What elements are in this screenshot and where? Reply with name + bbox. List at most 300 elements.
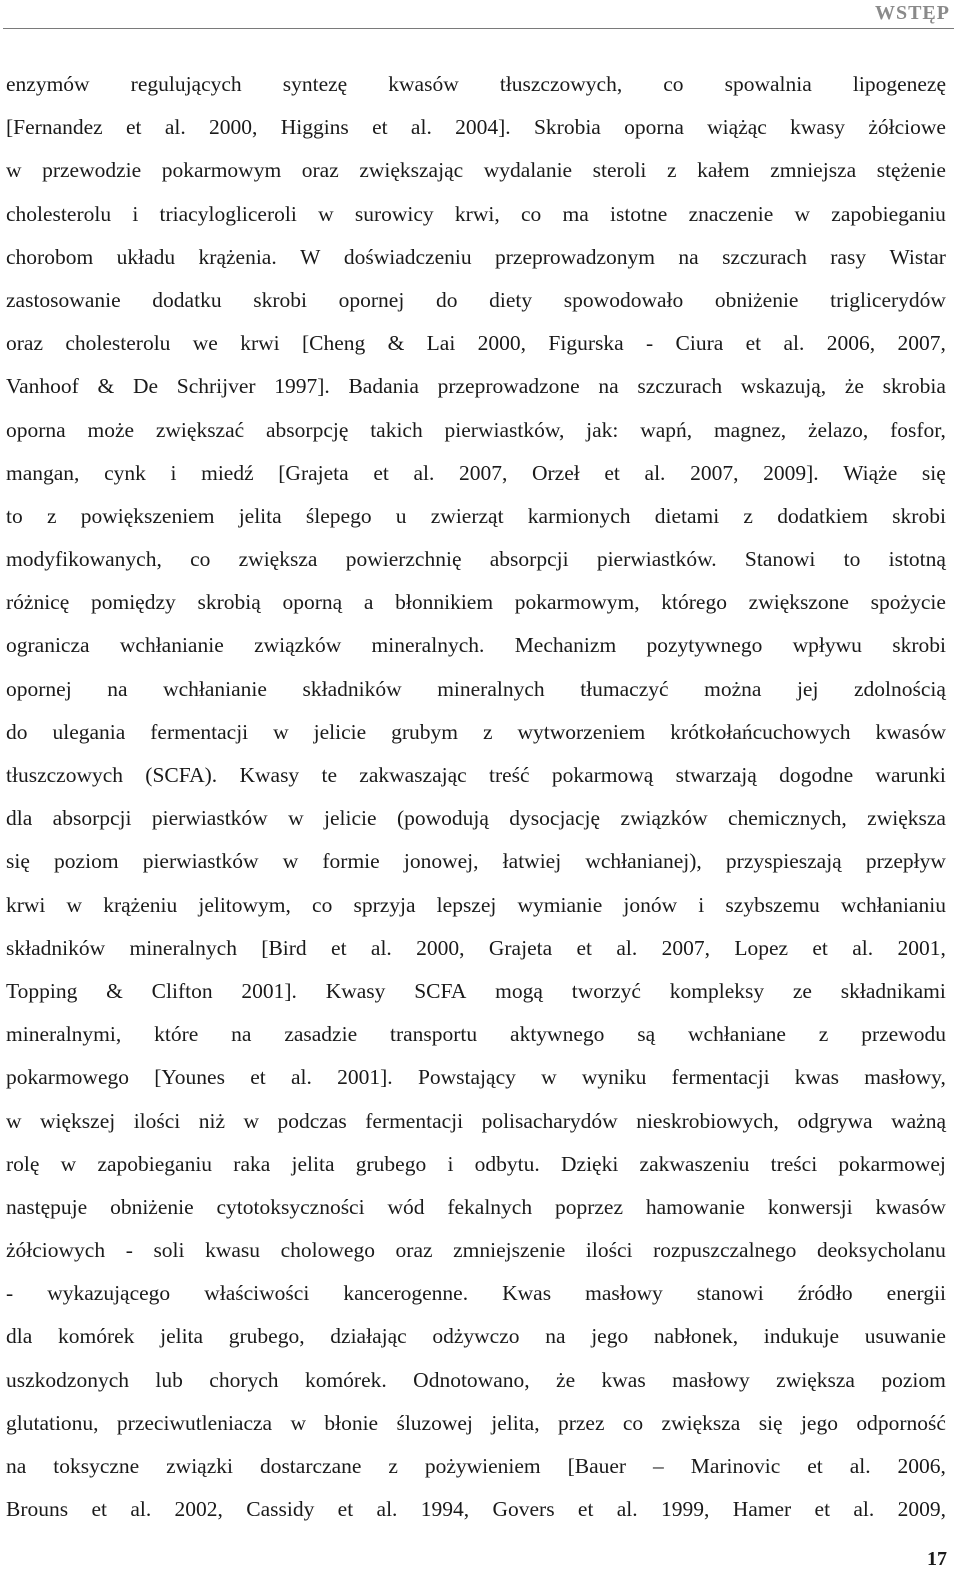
word: krwi [240,331,280,356]
word: 2006, [897,1454,946,1478]
word: pierwiastków. [596,547,717,572]
word: z [482,719,493,744]
word: szczurach [722,244,807,269]
word: jelita [291,1151,335,1176]
word: w [794,201,811,226]
word: pożywieniem [424,1454,541,1478]
word: w [273,719,289,744]
word: absorpcji [489,547,569,572]
word: masłowy, [864,1065,946,1090]
word: przewodu [861,1022,946,1047]
word: składników [6,935,106,960]
word: jelicie [313,719,367,744]
word: i [447,1151,454,1176]
word: kwasów [388,72,459,96]
word: w [541,1065,557,1090]
word: pokarmowego [6,1065,129,1090]
word: chemicznych, [727,806,847,831]
word: Schrijver [176,374,256,399]
word: grubego [355,1151,427,1176]
word: tłumaczyć [580,676,669,701]
word: aktywnego [510,1022,605,1047]
word: absorpcji [52,806,132,831]
word: wchłanianie [119,633,224,658]
word: zwiększać [155,417,245,442]
word: Clifton [151,978,213,1003]
word: ze [792,978,812,1003]
word: składnikami [840,978,946,1003]
word: powiększeniem [80,503,215,528]
word: zmniejszenie [453,1238,566,1263]
word: usuwanie [864,1324,946,1349]
word: krwi [6,892,46,917]
word: et [372,115,388,140]
word: znaczenie [688,201,774,226]
word: działając [330,1324,407,1349]
word: dietami [654,503,720,528]
word: przeciwutleniacza [116,1410,273,1435]
word: w [288,806,304,831]
word: zapobieganiu [97,1151,213,1176]
word: oraz [395,1238,433,1263]
word: cholowego [280,1238,375,1263]
word: chorobom [6,244,94,269]
word: na [545,1324,566,1349]
word: W [300,244,321,269]
word: w [60,1151,77,1176]
word: z [666,158,677,183]
word: 2007, [897,331,946,356]
word: uszkodzonych [6,1367,129,1392]
word: Vanhoof [6,374,79,399]
word: zmniejsza [770,158,857,183]
word: toksyczne [53,1454,140,1478]
word: cytotoksyczności [216,1194,365,1219]
word: co [312,892,333,917]
word: ważną [891,1108,946,1133]
word: steroli [592,158,647,183]
text-line [6,1100,946,1143]
word: 2000, [416,935,465,960]
word: - [6,1281,14,1306]
word: zwiększa [776,1367,855,1392]
word: się [6,849,30,874]
word: et [812,935,828,960]
word: et [576,935,593,960]
word: w [318,201,334,226]
word: spożycie [870,590,946,615]
word: doświadczeniu [343,244,472,269]
word: dogodne [779,763,854,787]
word: są [637,1022,656,1047]
word: al. [616,1497,638,1522]
word: stężenie [876,158,946,183]
word: miedź [201,460,254,485]
word: lipogenezę [852,72,946,96]
word: enzymów [6,72,90,96]
word: żółciowych [6,1238,106,1263]
word: zakwaszając [359,763,467,787]
word: Dzięki [561,1151,619,1176]
word: fekalnych [447,1194,533,1219]
word: cynk [104,460,146,485]
word: et [807,1454,823,1478]
word: jelitowym, [198,892,291,917]
word: co [190,547,211,572]
word: & [106,978,123,1003]
word: że [844,374,864,399]
word: którego [661,590,727,615]
text-line [6,106,946,149]
word: następuje [6,1194,88,1219]
word: stwarzają [675,763,757,787]
word: przepływ [865,849,946,874]
word: w [290,1410,306,1435]
word: mineralnych [129,935,237,960]
word: fermentacji [365,1108,464,1133]
word: al. [130,1497,152,1522]
word: rozpuszczalnego [653,1238,797,1263]
word: krążeniu [103,892,178,917]
word: krążenia. [198,244,277,269]
word: et [126,115,142,140]
word: fermentacji [671,1065,770,1090]
word: żółciowe [868,115,946,140]
word: nieskrobiowych, [636,1108,779,1133]
word: treść [488,763,530,787]
word: kancerogenne. [343,1281,469,1306]
text-line [6,1272,946,1315]
word: jelita, [491,1410,540,1435]
word: hamowanie [645,1194,745,1219]
word: al. [644,460,666,485]
word: fermentacji [150,719,249,744]
word: obniżenie [110,1194,194,1219]
word: al. [164,115,186,140]
word: jego [800,1410,838,1435]
word: kwas [794,1065,839,1090]
word: łatwiej [502,849,562,874]
word: al. [376,1497,398,1522]
header-rule [3,28,954,29]
word: ilości [133,1108,181,1133]
word: kwas [601,1367,646,1392]
word: Marinovic [690,1454,781,1478]
word: ulegania [52,719,126,744]
word: przewodzie [42,158,142,183]
word: Topping [6,978,78,1003]
word: spowodowało [563,287,684,312]
word: na [231,1022,252,1047]
word: przyspieszają [725,849,842,874]
word: wapń, [640,417,693,442]
word: Badania [348,374,419,399]
word: Stanowi [744,547,816,572]
word: składników [302,676,402,701]
word: że [556,1367,576,1392]
word: mogą [495,978,543,1003]
word: obniżenie [714,287,799,312]
word: mineralnych [437,676,545,701]
body-text [6,63,946,1531]
word: dysocjację [509,806,601,831]
word: deoksycholanu [816,1238,946,1263]
text-line [6,1488,946,1531]
word: kwasy [790,115,846,140]
word: z [388,1454,398,1478]
word: i [132,201,139,226]
word: (SCFA). [145,763,218,787]
word: w [66,892,83,917]
word: triacylogliceroli [159,201,297,226]
text-line [6,927,946,970]
word: 2009]. [763,460,819,485]
word: szczurach [637,374,723,399]
word: wyniku [581,1065,647,1090]
word: mineralnych. [371,633,485,658]
word: zwiększone [748,590,849,615]
word: soli [153,1238,185,1263]
word: błonnikiem [395,590,494,615]
word: – [653,1454,664,1478]
word: takich [370,417,423,442]
word: skrobi [253,287,307,312]
word: absorpcję [266,417,349,442]
word: oraz [301,158,339,183]
text-line [6,970,946,1013]
text-line [6,452,946,495]
word: jelita [238,503,282,528]
text-line [6,1013,946,1056]
word: źródło [797,1281,853,1306]
word: karmionych [527,503,631,528]
word: błonie [324,1410,379,1435]
word: masłowy [672,1367,750,1392]
word: opornej [6,676,72,701]
word: magnez, [713,417,787,442]
word: tłuszczowych [6,763,124,787]
text-line [6,1359,946,1402]
word: formie [322,849,380,874]
word: spowalnia [724,72,812,96]
word: Cassidy [246,1497,315,1522]
word: al. [413,460,435,485]
text-line [6,495,946,538]
word: w [243,1108,260,1133]
word: ilości [585,1238,633,1263]
word: Lai [426,331,456,356]
word: do [435,287,458,312]
word: oraz [6,331,43,356]
word: związków [254,633,342,658]
word: we [192,331,218,356]
word: powierzchnię [345,547,462,572]
word: poziom [54,849,119,874]
word: pierwiastków, [444,417,565,442]
word: związki [166,1454,233,1478]
word: do [6,719,28,744]
word: ogranicza [6,633,90,658]
word: i [170,460,177,485]
word: konwersji [767,1194,853,1219]
word: et [373,460,389,485]
text-line [6,1143,946,1186]
word: krótkołańcuchowych [670,719,851,744]
word: [Fernandez [6,115,103,140]
word: wchłanianiu [840,892,946,917]
word: odbytu. [474,1151,540,1176]
word: dodatku [152,287,222,312]
word: zwiększa [661,1410,741,1435]
word: kwasu [205,1238,261,1263]
word: przez [557,1410,605,1435]
word: układu [116,244,176,269]
word: się [758,1410,783,1435]
word: pokarmowym, [514,590,640,615]
word: al. [853,1497,875,1522]
word: fosfor, [890,417,946,442]
word: glutationu, [6,1410,99,1435]
word: przeprowadzonym [495,244,655,269]
word: De [132,374,159,399]
word: jej [796,676,819,701]
word: wykazującego [47,1281,171,1306]
word: et [331,935,347,960]
word: lepszej [436,892,497,917]
page-number: 17 [927,1548,947,1570]
word: rolę [6,1151,40,1176]
word: i [698,892,705,917]
word: polisacharydów [481,1108,618,1133]
word: te [321,763,337,787]
word: poziom [881,1367,946,1392]
word: skrobi [892,633,946,658]
word: skrobia [882,374,946,399]
word: na [598,374,619,399]
word: Lopez [734,935,789,960]
word: co [663,72,684,96]
word: zakwaszeniu [639,1151,750,1176]
word: Brouns [6,1497,69,1522]
word: Orzeł [532,460,580,485]
word: pomiędzy [90,590,176,615]
word: w [6,1108,22,1133]
word: SCFA [414,978,467,1003]
word: Higgins [280,115,349,140]
word: et [250,1065,266,1090]
word: raka [233,1151,271,1176]
word: et [814,1497,831,1522]
word: odżywczo [432,1324,520,1349]
word: z [46,503,57,528]
word: modyfikowanych, [6,547,162,572]
word: 2002, [174,1497,223,1522]
word: al. [370,935,392,960]
word: rasy [830,244,867,269]
word: 2001]. [241,978,297,1003]
word: wytworzeniem [517,719,646,744]
word: cholesterolu [6,201,112,226]
word: 2009, [897,1497,946,1522]
word: indukuje [763,1324,840,1349]
word: Odnotowano, [413,1367,530,1392]
word: krwi, [454,201,500,226]
word: wydalanie [483,158,573,183]
text-line [6,365,946,408]
word: oporna [6,417,66,442]
text-line [6,884,946,927]
word: grubym [391,719,459,744]
word: et [91,1497,107,1522]
word: żelazo, [807,417,869,442]
word: zwiększa [867,806,946,831]
word: et [745,331,762,356]
word: pozytywnego [646,633,763,658]
word: wód [387,1194,425,1219]
word: treści [770,1151,818,1176]
word: skrobi [892,503,946,528]
word: jonowej, [403,849,479,874]
word: Govers [492,1497,555,1522]
word: Powstający [417,1065,516,1090]
word: co [622,1410,644,1435]
text-line [6,63,946,106]
word: pokarmową [551,763,654,787]
word: to [843,547,861,572]
word: odporność [856,1410,946,1435]
word: z [743,503,753,528]
word: mangan, [6,460,80,485]
word: komórek. [304,1367,387,1392]
word: Hamer [732,1497,792,1522]
word: poprzez [554,1194,623,1219]
word: pierwiastków [142,849,259,874]
word: wchłanianie [163,676,267,701]
word: Kwas [502,1281,552,1306]
word: stanowi [696,1281,764,1306]
word: regulujących [130,72,242,96]
word: grubego, [228,1324,305,1349]
word: dla [6,1324,33,1349]
word: 2000, [477,331,527,356]
word: na [6,1454,27,1478]
word: na [678,244,699,269]
word: 2006, [826,331,876,356]
text-line [6,754,946,797]
word: sprzyja [353,892,416,917]
word: zwiększając [359,158,464,183]
word: zasadzie [284,1022,358,1047]
word: jelita [160,1324,204,1349]
word: [Cheng [301,331,366,356]
text-line [6,538,946,581]
word: 2007, [661,935,710,960]
word: et [337,1497,354,1522]
text-line [6,193,946,236]
word: warunki [875,763,946,787]
word: Mechanizm [514,633,617,658]
word: 2001, [897,935,946,960]
word: komórek [57,1324,135,1349]
text-line [6,1056,946,1099]
word: zastosowanie [6,287,121,312]
word: śluzowej [396,1410,473,1435]
text-line [6,1229,946,1272]
word: & [97,374,115,399]
word: opornej [338,287,405,312]
word: 2001]. [337,1065,393,1090]
text-line [6,624,946,667]
